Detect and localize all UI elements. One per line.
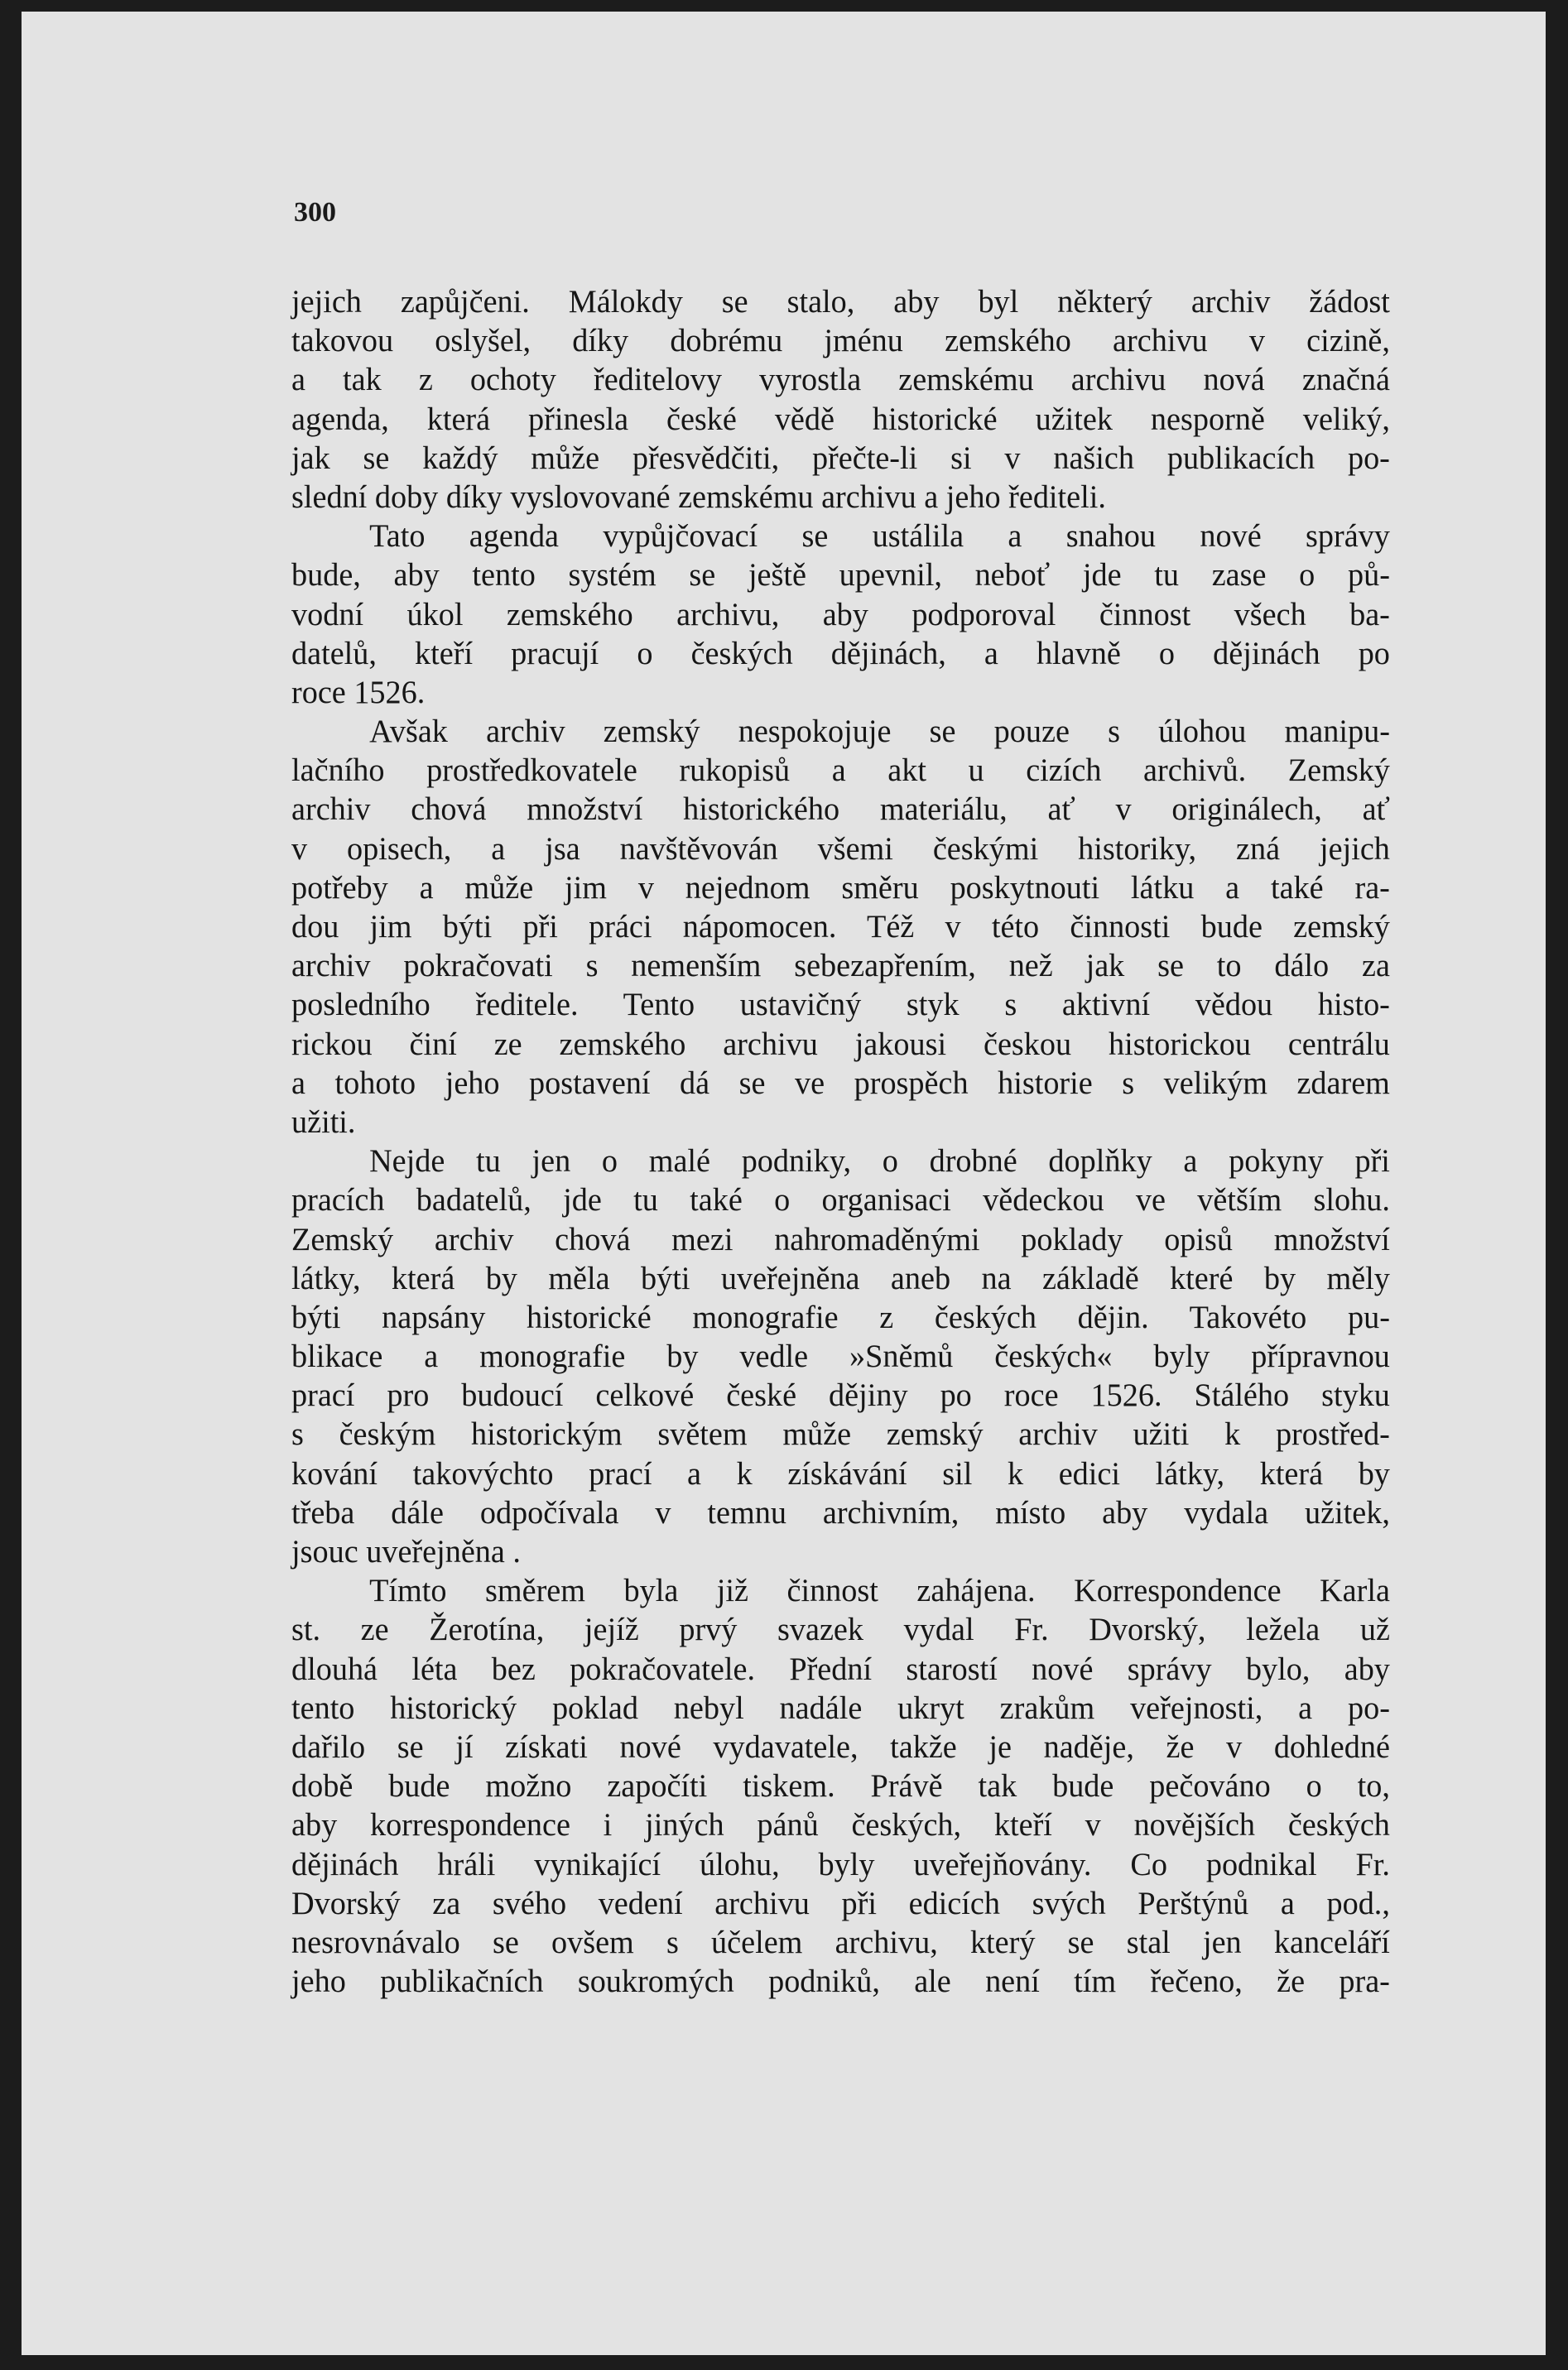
text-line: jsouc uveřejněna . xyxy=(291,1534,521,1570)
text-line: roce 1526. xyxy=(291,674,426,710)
text-line: v opisech, a jsa navštěvován všemi českými historiky, zná jejich xyxy=(291,830,1390,867)
text-line: blikace a monografie by vedle »Sněmů českých« byly přípravnou xyxy=(291,1339,1390,1375)
text-line: archiv chová množství historického materiálu, ať v originálech, ať xyxy=(291,791,1390,828)
text-line: kování takovýchto prací a k získávání sil k edici látky, která by xyxy=(291,1455,1390,1492)
text-line: slední doby díky vyslovované zemskému archivu a jeho řediteli. xyxy=(291,478,1106,515)
text-line: Dvorský za svého vedení archivu při edicích svých Perštýnů a pod., xyxy=(291,1885,1390,1921)
text-line: dlouhá léta bez pokračovatele. Přední starostí nové správy bylo, aby xyxy=(291,1651,1390,1687)
text-line: datelů, kteří pracují o českých dějinách, a hlavně o dějinách po xyxy=(291,635,1390,671)
text-line: dařilo se jí získati nové vydavatele, takže je naděje, že v dohledné xyxy=(291,1728,1390,1765)
text-line: tento historický poklad nebyl nadále ukryt zrakům veřejnosti, a po- xyxy=(291,1690,1390,1726)
paragraph xyxy=(291,282,1412,517)
text-line: Avšak archiv zemský nespokojuje se pouze s úlohou manipu- xyxy=(369,714,1390,750)
text-line: prací pro budoucí celkové české dějiny po roce 1526. Stálého styku xyxy=(291,1377,1390,1414)
text-line: nesrovnávalo se ovšem s účelem archivu, který se stal jen kanceláří xyxy=(291,1924,1390,1960)
text-line: býti napsány historické monografie z českých dějin. Takovéto pu- xyxy=(291,1299,1390,1335)
text-line: takovou oslyšel, díky dobrému jménu zemského archivu v cizině, xyxy=(291,323,1390,359)
text-line: vodní úkol zemského archivu, aby podporoval činnost všech ba- xyxy=(291,596,1390,632)
text-line: potřeby a může jim v nejednom směru poskytnouti látku a také ra- xyxy=(291,869,1390,906)
text-line: Nejde tu jen o malé podniky, o drobné doplňky a pokyny při xyxy=(369,1143,1390,1180)
paragraph xyxy=(291,712,1412,1142)
page-number: 300 xyxy=(294,197,336,228)
text-line: archiv pokračovati s nemenším sebezapřením, než jak se to dálo za xyxy=(291,948,1390,984)
text-line: době bude možno započíti tiskem. Právě tak bude pečováno o to, xyxy=(291,1768,1390,1805)
text-line: jak se každý může přesvědčiti, přečte-li si v našich publikacích po- xyxy=(291,440,1390,476)
text-line: aby korrespondence i jiných pánů českých, kteří v novějších českých xyxy=(291,1807,1390,1844)
text-line: a tohoto jeho postavení dá se ve prospěch historie s velikým zdarem xyxy=(291,1065,1390,1101)
text-line: agenda, která přinesla české vědě historické užitek nesporně veliký, xyxy=(291,401,1390,437)
paragraph xyxy=(291,1571,1412,2001)
text-line: st. ze Žerotína, jejíž prvý svazek vydal Fr. Dvorský, ležela už xyxy=(291,1612,1390,1648)
text-line: posledního ředitele. Tento ustavičný styk s aktivní vědou histo- xyxy=(291,987,1390,1023)
body-text xyxy=(291,282,1412,2001)
text-line: dějinách hráli vynikající úlohu, byly uveřejňovány. Co podnikal Fr. xyxy=(291,1846,1390,1882)
text-line: látky, která by měla býti uveřejněna aneb na základě které by měly xyxy=(291,1260,1390,1296)
text-line: Zemský archiv chová mezi nahromaděnými poklady opisů množství xyxy=(291,1221,1390,1257)
text-line: Tato agenda vypůjčovací se ustálila a snahou nové správy xyxy=(369,518,1390,555)
text-line: dou jim býti při práci nápomocen. Též v této činnosti bude zemský xyxy=(291,909,1390,945)
text-line: Tímto směrem byla již činnost zahájena. Korrespondence Karla xyxy=(369,1573,1390,1609)
text-line: rickou činí ze zemského archivu jakousi českou historickou centrálu xyxy=(291,1026,1390,1062)
paragraph xyxy=(291,517,1412,712)
text-line: pracích badatelů, jde tu také o organisaci vědeckou ve větším slohu. xyxy=(291,1182,1390,1219)
text-line: bude, aby tento systém se ještě upevnil, neboť jde tu zase o pů- xyxy=(291,557,1390,594)
text-line: jejich zapůjčeni. Málokdy se stalo, aby byl některý archiv žádost xyxy=(291,284,1390,320)
text-line: s českým historickým světem může zemský archiv užiti k prostřed- xyxy=(291,1416,1390,1453)
text-line: a tak z ochoty ředitelovy vyrostla zemskému archivu nová značná xyxy=(291,362,1390,398)
paragraph xyxy=(291,1142,1412,1571)
text-line: užiti. xyxy=(291,1103,356,1140)
text-line: jeho publikačních soukromých podniků, ale není tím řečeno, že pra- xyxy=(291,1964,1390,2000)
book-page xyxy=(22,12,1546,2355)
text-line: třeba dále odpočívala v temnu archivním, místo aby vydala užitek, xyxy=(291,1494,1390,1531)
text-line: lačního prostředkovatele rukopisů a akt u cizích archivů. Zemský xyxy=(291,752,1390,789)
